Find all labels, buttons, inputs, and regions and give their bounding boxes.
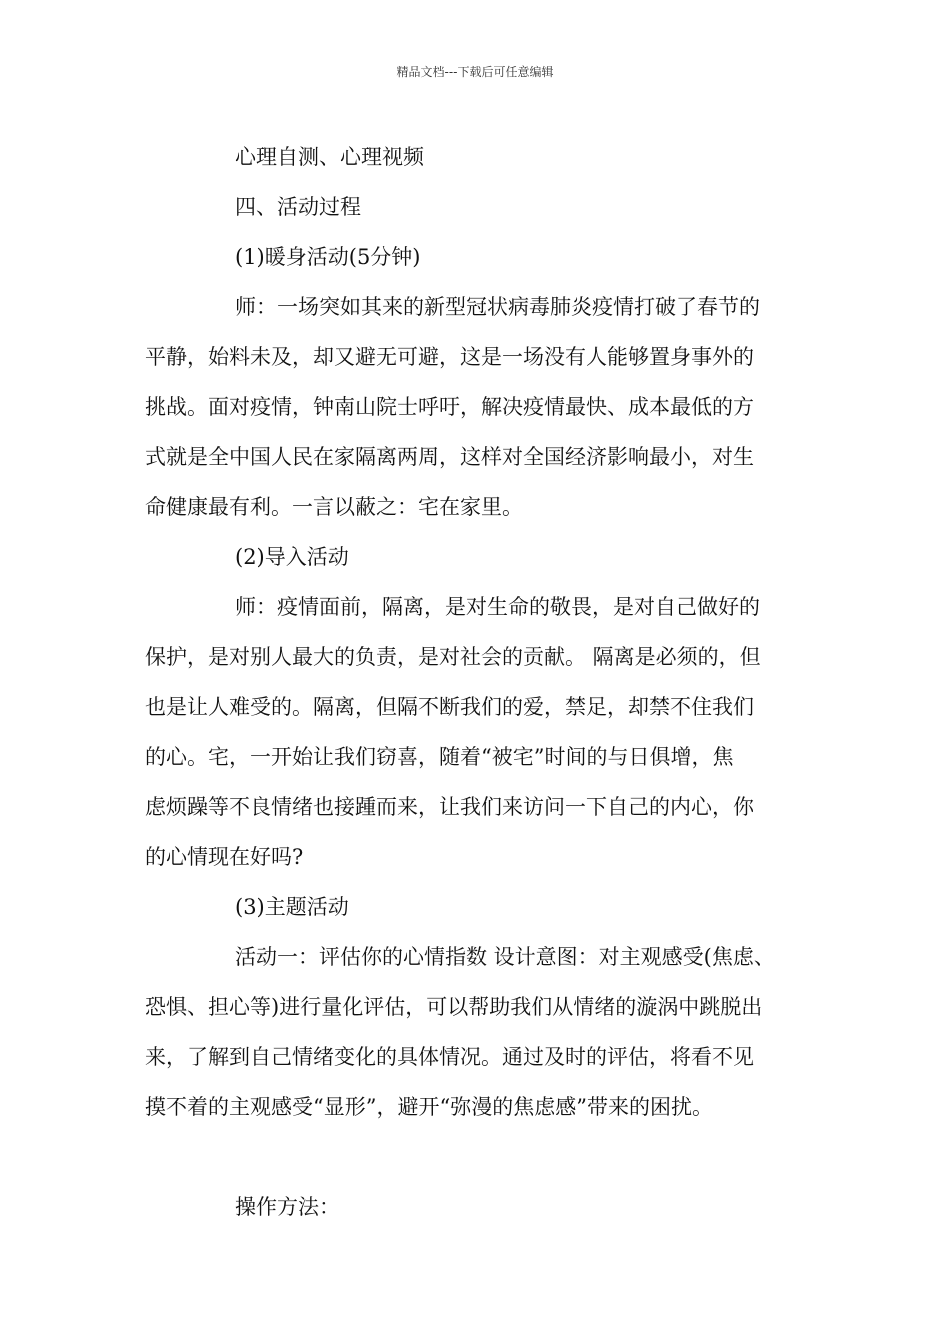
subsection-heading: (3)主题活动 [235,895,349,919]
blank-line [145,1132,815,1182]
subsection-heading: 操作方法： [235,1195,340,1219]
subsection-heading: (1)暖身活动(5分钟) [235,245,421,269]
paragraph-line: 摸不着的主观感受“显形”，避开“弥漫的焦虑感”带来的困扰。 [145,1095,713,1119]
paragraph-line: 命健康最有利。一言以蔽之：宅在家里。 [145,495,523,519]
paragraph-line: 虑烦躁等不良情绪也接踵而来，让我们来访问一下自己的内心，你 [145,795,754,819]
paragraph-line: 挑战。面对疫情，钟南山院士呼吁，解决疫情最快、成本最低的方 [145,395,754,419]
paragraph-line: 的心情现在好吗? [145,845,304,869]
section-heading: 四、活动过程 [235,195,361,219]
paragraph-line: 也是让人难受的。隔离，但隔不断我们的爱，禁足，却禁不住我们 [145,695,754,719]
paragraph-line: 恐惧、担心等)进行量化评估，可以帮助我们从情绪的漩涡中跳脱出 [145,995,763,1019]
paragraph-line: 的心。宅，一开始让我们窃喜，随着“被宅”时间的与日俱增，焦 [145,745,734,769]
paragraph-line: 式就是全中国人民在家隔离两周，这样对全国经济影响最小，对生 [145,445,754,469]
document-body [145,132,815,1232]
paragraph-line: 来，了解到自己情绪变化的具体情况。通过及时的评估，将看不见 [145,1045,754,1069]
subsection-heading: (2)导入活动 [235,545,349,569]
paragraph-line: 保护，是对别人最大的负责，是对社会的贡献。 隔离是必须的，但 [145,645,761,669]
page-header: 精品文档---下载后可任意编辑 [396,65,554,79]
paragraph-line: 师：一场突如其来的新型冠状病毒肺炎疫情打破了春节的 [235,295,760,319]
paragraph-line: 活动一：评估你的心情指数 设计意图：对主观感受(焦虑、 [235,945,775,969]
paragraph-line: 平静，始料未及，却又避无可避，这是一场没有人能够置身事外的 [145,345,754,369]
text-line: 心理自测、心理视频 [235,145,424,169]
paragraph-line: 师：疫情面前，隔离，是对生命的敬畏，是对自己做好的 [235,595,760,619]
